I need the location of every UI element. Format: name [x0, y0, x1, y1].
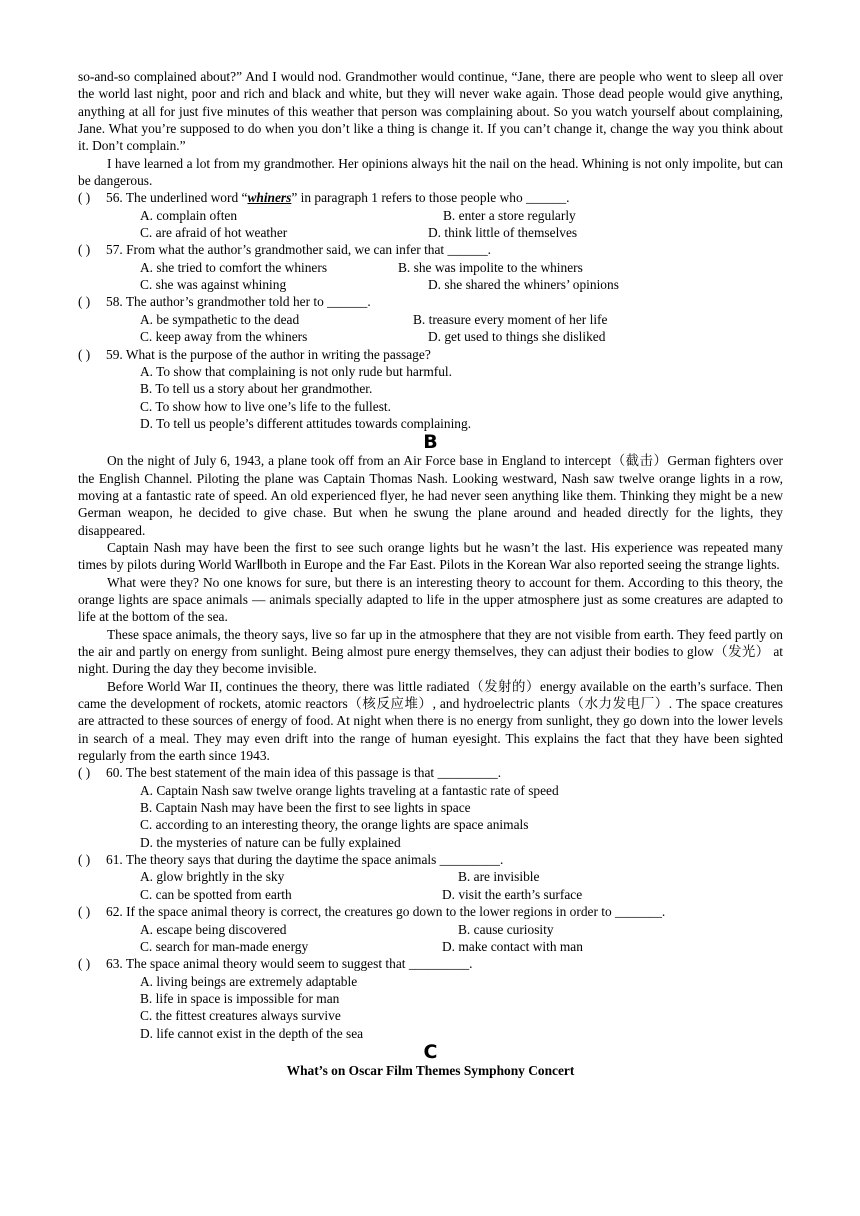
option-a: A. Captain Nash saw twelve orange lights traveling at a fantastic rate of speed: [140, 782, 559, 798]
option-d: D. she shared the whiners’ opinions: [428, 277, 619, 293]
section-b-heading: B: [423, 431, 438, 454]
option-c: C. To show how to live one’s life to the fullest.: [140, 398, 391, 414]
option-d: D. make contact with man: [442, 938, 583, 954]
answer-blank[interactable]: ( ): [78, 852, 91, 868]
option-b: B. cause curiosity: [458, 921, 554, 937]
option-b: B. she was impolite to the whiners: [398, 259, 583, 275]
option-a: A. To show that complaining is not only rude but harmful.: [140, 363, 452, 379]
question-stem: 57. From what the author’s grandmother said, we can infer that ______.: [106, 242, 492, 258]
answer-blank[interactable]: ( ): [78, 904, 91, 920]
question-stem: 58. The author’s grandmother told her to ______.: [106, 294, 371, 310]
option-d: D. To tell us people’s different attitudes towards complaining.: [140, 415, 472, 431]
option-row: [78, 921, 783, 938]
option-c: C. search for man-made energy: [140, 938, 309, 954]
option-row: [78, 207, 783, 224]
passage-b-paragraph: Captain Nash may have been the first to see such orange lights but he wasn’t the last. His experience was repeated many times by pilots during World WarⅡboth in Europe and the Far East. Pilots in the Korean War also reported seeing the strange lights.: [78, 539, 783, 573]
option-b: B. Captain Nash may have been the first to see lights in space: [140, 800, 471, 816]
option-c: C. the fittest creatures always survive: [140, 1008, 341, 1024]
option-row: [78, 886, 783, 903]
question-60: [78, 764, 783, 781]
question-stem: 63. The space animal theory would seem to suggest that _________.: [106, 956, 473, 972]
option-d: D. life cannot exist in the depth of the sea: [140, 1025, 364, 1041]
option-b: B. To tell us a story about her grandmother.: [140, 381, 373, 397]
option-row: [78, 868, 783, 885]
underlined-word: whiners: [247, 190, 292, 206]
answer-blank[interactable]: ( ): [78, 956, 91, 972]
option-row: [78, 259, 783, 276]
option-a: A. glow brightly in the sky: [140, 869, 285, 885]
answer-blank[interactable]: ( ): [78, 242, 91, 258]
section-c-heading: C: [423, 1040, 438, 1063]
question-56: [78, 189, 783, 206]
option-a: A. living beings are extremely adaptable: [140, 973, 358, 989]
option-c: C. according to an interesting theory, the orange lights are space animals: [140, 817, 529, 833]
question-stem: 60. The best statement of the main idea of this passage is that _________.: [106, 765, 502, 781]
section-c-title: What’s on Oscar Film Themes Symphony Concert: [286, 1062, 575, 1078]
option-d: D. get used to things she disliked: [428, 329, 606, 345]
option-b: B. enter a store regularly: [443, 207, 576, 223]
passage-b-paragraph: Before World War II, continues the theory, there was little radiated（发射的）energy available on the earth’s surface. Then came the development of rockets, atomic reactors（核反应堆）, and hydroelectric plants（水力发电厂）. The space creatures are attracted to these sources of energy of food. At night when there is no energy from sunlight, they go down into the lower levels in search of a meal. They may even drift into the range of human eyesight. This explains the fact that they have been sighted regularly from the earth since 1943.: [78, 678, 783, 764]
option-c: C. can be spotted from earth: [140, 886, 292, 902]
option-row: [78, 938, 783, 955]
question-stem: 59. What is the purpose of the author in writing the passage?: [106, 346, 431, 362]
exam-page: [78, 68, 783, 1079]
option-a: A. escape being discovered: [140, 921, 287, 937]
answer-blank[interactable]: ( ): [78, 765, 91, 781]
option-a: A. she tried to comfort the whiners: [140, 259, 328, 275]
question-59: [78, 346, 783, 363]
option-d: D. think little of themselves: [428, 225, 578, 241]
question-stem: 56. The underlined word “whiners” in paragraph 1 refers to those people who ______.: [106, 190, 570, 206]
answer-blank[interactable]: ( ): [78, 346, 91, 362]
question-stem: 62. If the space animal theory is correct, the creatures go down to the lower regions in order to _______.: [106, 904, 666, 920]
option-c: C. she was against whining: [140, 277, 287, 293]
question-61: [78, 851, 783, 868]
option-b: B. are invisible: [458, 869, 540, 885]
question-63: [78, 955, 783, 972]
option-row: [78, 276, 783, 293]
question-stem: 61. The theory says that during the daytime the space animals _________.: [106, 852, 504, 868]
option-row: [78, 224, 783, 241]
option-a: A. complain often: [140, 207, 238, 223]
option-b: B. treasure every moment of her life: [413, 311, 608, 327]
option-row: [78, 311, 783, 328]
passage-a-paragraph: I have learned a lot from my grandmother. Her opinions always hit the nail on the head. Whining is not only impolite, but can be dangerous.: [78, 155, 783, 189]
answer-blank[interactable]: ( ): [78, 294, 91, 310]
passage-a-paragraph: so-and-so complained about?” And I would nod. Grandmother would continue, “Jane, there are people who went to sleep all over the world last night, poor and rich and black and white, but they will never wake again. Those dead people would give anything, anything at all for just five minutes of this weather that person was complaining about. So you watch yourself about complaining, Jane. What you’re supposed to do when you don’t like a thing is change it. If you can’t change it, change the way you think about it. Don’t complain.”: [78, 69, 783, 154]
option-a: A. be sympathetic to the dead: [140, 311, 300, 327]
option-c: C. keep away from the whiners: [140, 329, 308, 345]
passage-b-paragraph: What were they? No one knows for sure, but there is an interesting theory to account for them. According to this theory, the orange lights are space animals — animals specially adapted to life in the upper atmosphere just as some creatures are adapted to life at the bottom of the sea.: [78, 574, 783, 625]
question-62: [78, 903, 783, 920]
option-b: B. life in space is impossible for man: [140, 990, 340, 1006]
option-d: D. the mysteries of nature can be fully explained: [140, 834, 401, 850]
passage-b-paragraph: These space animals, the theory says, live so far up in the atmosphere that they are not visible from earth. They feed partly on the air and partly on energy from sunlight. Being almost pure energy themselves, they can adjust their bodies to glow（发光） at night. During the day they become invisible.: [78, 626, 783, 677]
answer-blank[interactable]: ( ): [78, 190, 91, 206]
option-c: C. are afraid of hot weather: [140, 225, 288, 241]
question-57: [78, 241, 783, 258]
passage-b-paragraph: On the night of July 6, 1943, a plane took off from an Air Force base in England to intercept（截击）German fighters over the English Channel. Piloting the plane was Captain Thomas Nash. Looking westward, Nash saw twelve orange lights in a row, moving at a fantastic rate of speed. An old experienced flyer, he had never seen anything like them. Thinking they might be a new German weapon, he decided to give chase. But when he swung the plane around and headed directly for the lights, they disappeared.: [78, 453, 783, 538]
question-58: [78, 293, 783, 310]
option-d: D. visit the earth’s surface: [442, 886, 583, 902]
option-row: [78, 328, 783, 345]
